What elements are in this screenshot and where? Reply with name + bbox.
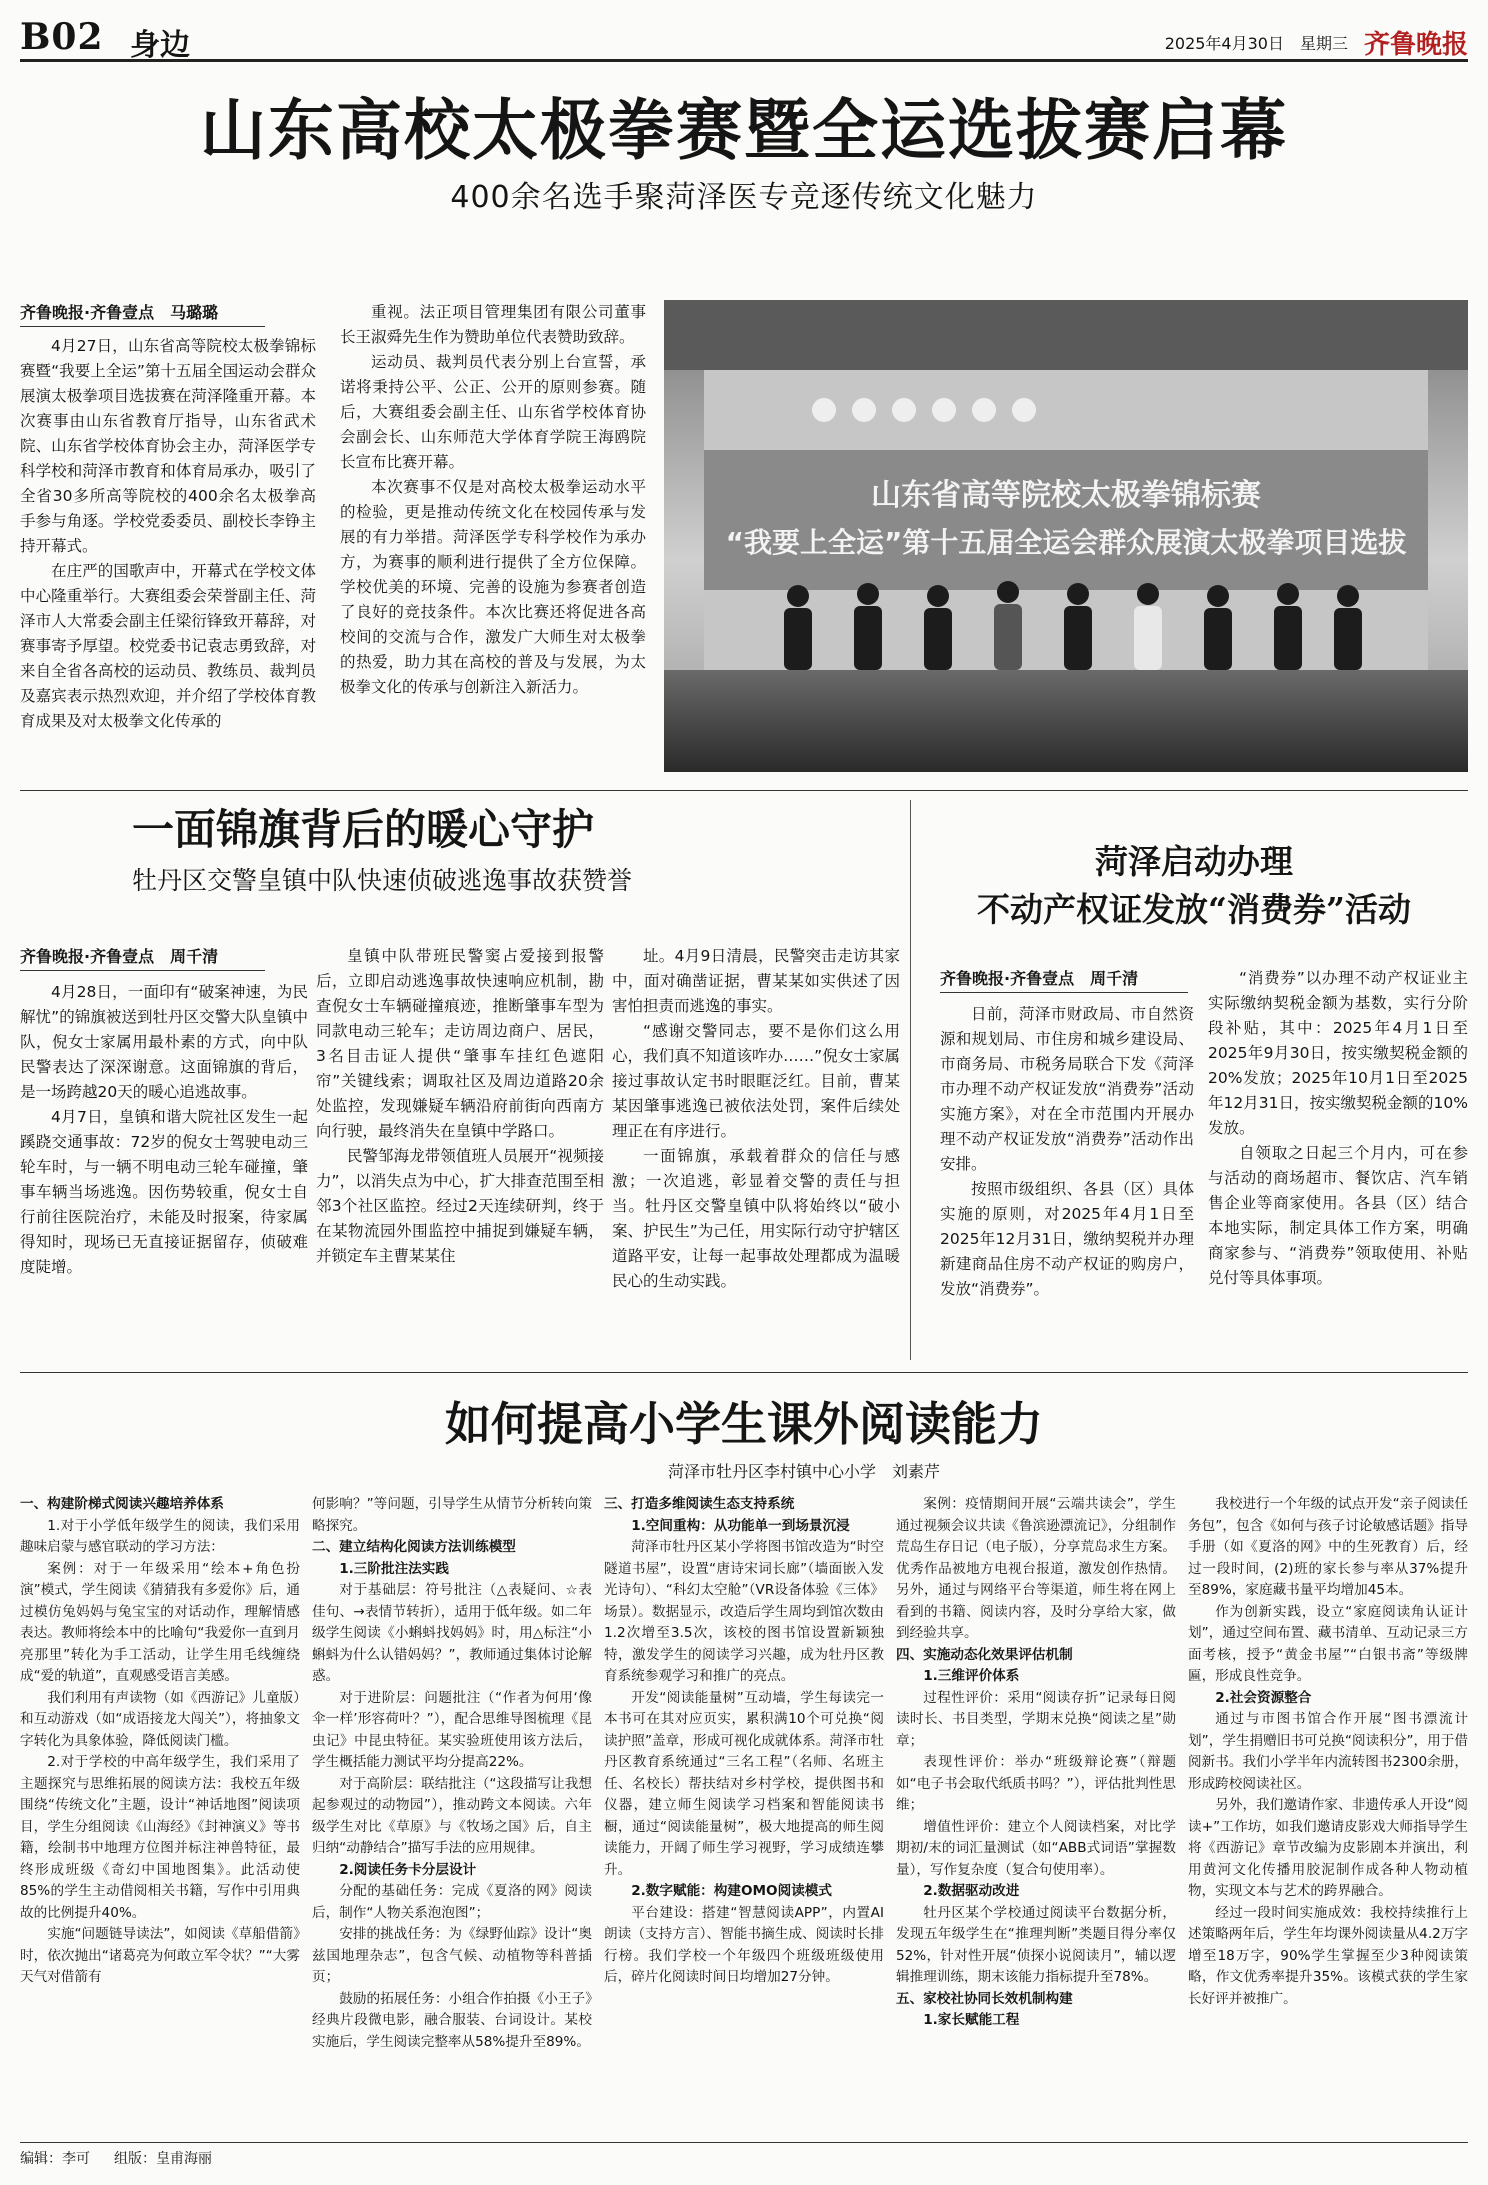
page-footer — [20, 2148, 1468, 2168]
article1-byline: 齐鲁晚报·齐鲁壹点 马璐璐 — [20, 300, 265, 327]
paragraph: 一面锦旗，承载着群众的信任与感激；一次追逃，彰显着交警的责任与担当。牡丹区交警皇镇中队将始终以“破小案、护民生”为己任，用实际行动守护辖区道路平安，让每一起事故处理都成为温暖民心的生动实践。 — [612, 1147, 900, 1290]
article3-column-2 — [1208, 966, 1468, 1342]
banner-text-1: 山东省高等院校太极拳锦标赛 — [871, 478, 1261, 513]
article2-headline: 一面锦旗背后的暖心守护 — [132, 805, 595, 854]
paragraph: 我们利用有声读物（如《西游记》儿童版）和互动游戏（如“成语接龙大闯关”），将抽象文字转化为具象体验，降低阅读门槛。 — [20, 1689, 300, 1749]
article3-headline-line2: 不动产权证发放“消费券”活动 — [977, 890, 1411, 929]
article1-column-2 — [340, 300, 646, 774]
paragraph: 址。4月9日清晨，民警突击走访其家中，面对确凿证据，曹某某如实供述了因害怕担责而逃逸的事实。 — [612, 947, 900, 1015]
paragraph: 经过一段时间实施成效：我校持续推行上述策略两年后，学生年均课外阅读量从4.2万字增至18万字，90%学生掌握至少3种阅读策略，作文优秀率提升35%。该模式获的学生家长好评并被推广。 — [1188, 1904, 1468, 2007]
article1-column-1 — [20, 334, 316, 774]
article1-subheadline: 400余名选手聚菏泽医专竞逐传统文化魅力 — [450, 180, 1038, 215]
divider — [20, 2142, 1468, 2143]
paragraph: 对于高阶层：联结批注（“这段描写让我想起参观过的动物园”），推动跨文本阅读。六年级学生对比《草原》与《牧场之国》后，自主归纳“动静结合”描写手法的应用规律。 — [312, 1775, 592, 1856]
paragraph: 菏泽市牡丹区某小学将图书馆改造为“时空隧道书屋”，设置“唐诗宋词长廊”（墙面嵌入发光诗句）、“科幻太空舱”（VR设备体验《三体》场景）。数据显示，改造后学生周均到馆次数由1.2次增至3.5次，该校的图书馆设置新颖独特，激发学生的阅读学习兴趣，成为牡丹区教育系统参观学习和推广的亮点。 — [604, 1539, 884, 1684]
section-heading: 三、打造多维阅读生态支持系统 — [604, 1496, 795, 1512]
paragraph: 另外，我们邀请作家、非遗传承人开设“阅读+”工作坊，如我们邀请皮影戏大师指导学生将《西游记》章节改编为皮影剧本并演出，利用黄河文化传播用胶泥制作成各种人物动植物，实现文本与艺术的跨界融合。 — [1188, 1797, 1468, 1899]
article2-column-2 — [316, 944, 604, 1360]
paragraph: “消费券”以办理不动产权证业主实际缴纳契税金额为基数，实行分阶段补贴，其中：2025年4月1日至2025年9月30日，按实缴契税金额的20%发放；2025年10月1日至2025年12月31日，按实缴契税金额的10%发放。 — [1208, 969, 1468, 1137]
paragraph: 案例：疫情期间开展“云端共读会”，学生通过视频会议共读《鲁滨逊漂流记》，分组制作荒岛生存日记（电子版），分享荒岛求生方案。优秀作品被地方电视台报道，激发创作热情。另外，通过与网络平台等渠道，师生将在网上看到的书籍、阅读内容，及时分享给大家，做到经验共享。 — [896, 1496, 1176, 1641]
paragraph: 我校进行一个年级的试点开发“亲子阅读任务包”，包含《如何与孩子讨论敏感话题》指导手册（如《夏洛的网》中的生死教育）后，经过一段时间，(2)班的家长参与率从37%提升至89%，家庭藏书量平均增加45本。 — [1188, 1496, 1468, 1598]
paragraph: 开发“阅读能量树”互动墙，学生每读完一本书可在其对应页实，累积满10个可兑换“阅读护照”盖章，形成可视化成就体系。菏泽市牡丹区教育系统通过“三名工程”（名师、名班主任、名校长）帮扶结对乡村学校，提供图书和仪器，建立师生阅读学习档案和智能阅读书橱，通过“阅读能量树”，极大地提高的师生阅读能力，开阔了师生学习视野，学习成绩连攀升。 — [604, 1689, 884, 1878]
paragraph: 4月7日，皇镇和谐大院社区发生一起蹊跷交通事故：72岁的倪女士驾驶电动三轮车时，与一辆不明电动三轮车碰撞，肇事车辆当场逃逸。因伤势较重，倪女士自行前往医院治疗，未能及时报案，待家属得知时，现场已无直接证据留存，侦破难度陡增。 — [20, 1108, 308, 1276]
article4-column-2 — [312, 1494, 592, 2142]
subsection-heading: 1.三维评价体系 — [923, 1668, 1020, 1684]
subsection-heading: 1.家长赋能工程 — [923, 2012, 1020, 2028]
paragraph: 民警邹海龙带领值班人员展开“视频接力”，以消失点为中心，扩大排查范围至相邻3个社区监控。经过2天连续研判，终于在某物流园外围监控中捕捉到嫌疑车辆，并锁定车主曹某某住 — [316, 1147, 604, 1265]
paragraph: 何影响？”等问题，引导学生从情节分析转向策略探究。 — [312, 1496, 592, 1534]
article2-byline: 齐鲁晚报·齐鲁壹点 周千清 — [20, 944, 265, 971]
paragraph: 鼓励的拓展任务：小组合作拍摄《小王子》经典片段微电影，融合服装、台词设计。某校实施后，学生阅读完整率从58%提升至89%。 — [312, 1990, 592, 2050]
section-heading: 四、实施动态化效果评估机制 — [896, 1646, 1073, 1663]
section-heading: 一、构建阶梯式阅读兴趣培养体系 — [20, 1496, 224, 1512]
paragraph: 1.对于小学低年级学生的阅读，我们采用趣味启蒙与感官联动的学习方法： — [20, 1517, 300, 1555]
paragraph: 皇镇中队带班民警窦占爱接到报警后，立即启动逃逸事故快速响应机制，勘查倪女士车辆碰撞痕迹，推断肇事车型为同款电动三轮车；走访周边商户、居民，3名目击证人提供“肇事车挂红色遮阳帘”关键线索；调取社区及周边道路20余处监控，发现嫌疑车辆沿府前街向西南方向行驶，最终消失在皇镇中学路口。 — [316, 947, 604, 1140]
article3-byline: 齐鲁晚报·齐鲁壹点 周千清 — [940, 966, 1188, 993]
article4-column-5 — [1188, 1494, 1468, 2142]
subsection-heading: 2.数字赋能：构建OMO阅读模式 — [631, 1883, 832, 1899]
paragraph: 平台建设：搭建“智慧阅读APP”，内置AI朗读（支持方言）、智能书摘生成、阅读时长排行榜。我们学校一个年级四个班级班级使用后，碎片化阅读时间日均增加27分钟。 — [604, 1904, 884, 1985]
paragraph: 日前，菏泽市财政局、市自然资源和规划局、市住房和城乡建设局、市商务局、市税务局联合下发《菏泽市办理不动产权证发放“消费券”活动实施方案》，对在全市范围内开展办理不动产权证发放“消费券”活动作出安排。 — [940, 1005, 1194, 1173]
paragraph: 在庄严的国歌声中，开幕式在学校文体中心隆重举行。大赛组委会荣誉副主任、菏泽市人大常委会副主任梁衍锋致开幕辞，对赛事寄予厚望。校党委书记袁志勇致辞，对来自全省各高校的运动员、教练员、裁判员及嘉宾表示热烈欢迎，并介绍了学校体育教育成果及对太极拳文化传承的 — [20, 562, 316, 730]
column-divider — [910, 800, 911, 1360]
newspaper-logo: 齐鲁晚报 — [1363, 30, 1468, 60]
paragraph: 4月28日，一面印有“破案神速，为民解忧”的锦旗被送到牡丹区交警大队皇镇中队，倪女士家属用最朴素的方式，向中队民警表达了深深谢意。这面锦旗的背后，是一场跨越20天的暖心追逃故事。 — [20, 983, 308, 1101]
paragraph: 过程性评价：采用“阅读存折”记录每日阅读时长、书目类型，学期末兑换“阅读之星”勋章； — [896, 1689, 1176, 1749]
paragraph: 按照市级组织、各县（区）具体实施的原则，对2025年4月1日至2025年12月31日，缴纳契税并办理新建商品住房不动产权证的购房户，发放“消费券”。 — [940, 1180, 1194, 1298]
divider — [20, 1372, 1468, 1373]
subsection-heading: 2.数据驱动改进 — [923, 1883, 1020, 1899]
banner-text-2: “我要上全运”第十五届全运会群众展演太极拳项目选拔 — [725, 526, 1407, 559]
article4-column-1 — [20, 1494, 300, 2142]
paragraph: 表现性评价：举办“班级辩论赛”（辩题如“电子书会取代纸质书吗？”），评估批判性思维； — [896, 1754, 1176, 1813]
paragraph: 实施“问题链导读法”，如阅读《草船借箭》时，依次抛出“诸葛亮为何敢立军令状？”“大雾天气对借箭有 — [20, 1926, 300, 1985]
article1-headline: 山东高校太极拳赛暨全运选拔赛启幕 — [200, 91, 1288, 169]
paragraph: 增值性评价：建立个人阅读档案，对比学期初/末的词汇量测试（如“ABB式词语”掌握数量），写作复杂度（复合句使用率）。 — [896, 1818, 1176, 1878]
issue-date: 2025年4月30日 — [1164, 34, 1284, 53]
paragraph: “感谢交警同志，要不是你们这么用心，我们真不知道该咋办……”倪女士家属接过事故认定书时眼眶泛红。目前，曹某某因肇事逃逸已被依法处罚，案件后续处理正在有序进行。 — [612, 1022, 900, 1140]
paragraph: 牡丹区某个学校通过阅读平台数据分析，发现五年级学生在“推理判断”类题目得分率仅52%，针对性开展“侦探小说阅读月”，辅以逻辑推理训练，期末该能力指标提升至78%。 — [896, 1904, 1176, 1985]
event-photo — [664, 300, 1468, 772]
article4-author: 菏泽市牡丹区李村镇中心小学 刘素芹 — [667, 1462, 940, 1481]
issue-weekday: 星期三 — [1299, 34, 1348, 53]
divider — [20, 790, 1468, 791]
event-photo-image — [664, 300, 1468, 772]
paragraph: 运动员、裁判员代表分别上台宣誓，承诺将秉持公平、公正、公开的原则参赛。随后，大赛组委会副主任、山东省学校体育协会副会长、山东师范大学体育学院王海鸥院长宣布比赛开幕。 — [340, 353, 646, 471]
page-header — [20, 14, 1468, 62]
paragraph: 通过与市图书馆合作开展“图书漂流计划”，学生捐赠旧书可兑换“阅读积分”，用于借阅新书。我们小学半年内流转图书2300余册，形成跨校阅读社区。 — [1188, 1711, 1468, 1792]
paragraph: 自领取之日起三个月内，可在参与活动的商场超市、餐饮店、汽车销售企业等商家使用。各县（区）结合本地实际，制定具体工作方案，明确商家参与、“消费券”领取使用、补贴兑付等具体事项。 — [1208, 1144, 1468, 1287]
article3-column-1 — [940, 1002, 1194, 1342]
article2-column-3 — [612, 944, 900, 1360]
subsection-heading: 1.三阶批注法实践 — [339, 1560, 449, 1577]
paragraph: 本次赛事不仅是对高校太极拳运动水平的检验，更是推动传统文化在校园传承与发展的有力举措。菏泽医学专科学校作为承办方，为赛事的顺利进行提供了全方位保障。学校优美的环境、完善的设施为参赛者创造了良好的竞技条件。本次比赛还将促进各高校间的交流与合作，激发广大师生对太极拳的热爱，助力其在高校的普及与发展，为太极拳文化的传承与创新注入新活力。 — [340, 478, 646, 696]
section-name: 身边 — [130, 28, 190, 63]
article4-headline: 如何提高小学生课外阅读能力 — [445, 1397, 1043, 1451]
subsection-heading: 2.社会资源整合 — [1215, 1689, 1312, 1706]
header-meta — [1165, 24, 1468, 61]
layout-credit: 组版：皇甫海丽 — [114, 2151, 212, 2167]
paragraph: 对于进阶层：问题批注（“作者为何用‘像伞一样’形容荷叶？”），配合思维导图梳理《昆虫记》中昆虫特征。某实验班使用该方法后，学生概括能力测试平均分提高22%。 — [312, 1689, 592, 1770]
section-heading: 二、建立结构化阅读方法训练模型 — [312, 1539, 516, 1555]
article3-headline-line1: 菏泽启动办理 — [1095, 842, 1293, 881]
page-number: B02 — [20, 16, 104, 58]
paragraph: 对于基础层：符号批注（△表疑问、☆表佳句、→表情节转折），适用于低年级。如二年级学生阅读《小蝌蚪找妈妈》时，用△标注“小蝌蚪为什么认错妈妈？”，教师通过集体讨论解惑。 — [312, 1582, 592, 1684]
paragraph: 4月27日，山东省高等院校太极拳锦标赛暨“我要上全运”第十五届全国运动会群众展演太极拳项目选拔赛在菏泽隆重开幕。本次赛事由山东省教育厅指导，山东省武术院、山东省学校体育协会主办，菏泽医学专科学校和菏泽市教育和体育局承办，吸引了全省30多所高等院校的400余名太极拳高手参与角逐。学校党委委员、副校长李铮主持开幕式。 — [20, 337, 316, 555]
editor-credit: 编辑：李可 — [20, 2151, 90, 2167]
article2-subheadline: 牡丹区交警皇镇中队快速侦破逃逸事故获赞誉 — [132, 866, 633, 895]
article4-column-4 — [896, 1494, 1176, 2142]
article2-column-1 — [20, 980, 308, 1360]
paragraph: 案例：对于一年级采用“绘本+角色扮演”模式，学生阅读《猜猜我有多爱你》后，通过模仿兔妈妈与兔宝宝的对话动作，理解情感表达。教师将绘本中的比喻句“我爱你一直到月亮那里”转化为手工活动，让学生用毛线缠绕成“爱的轨道”，直观感受语言美感。 — [20, 1560, 300, 1684]
subsection-heading: 1.空间重构：从功能单一到场景沉浸 — [631, 1517, 850, 1534]
paragraph: 重视。法正项目管理集团有限公司董事长王淑舜先生作为赞助单位代表赞助致辞。 — [340, 303, 646, 346]
subsection-heading: 2.阅读任务卡分层设计 — [339, 1861, 477, 1878]
paragraph: 2.对于学校的中高年级学生，我们采用了主题探究与思维拓展的阅读方法：我校五年级围绕“传统文化”主题，设计“神话地图”阅读项目，学生分组阅读《山海经》《封神演义》等书籍，绘制书中地理方位图并标注神兽特征，最终形成班级《奇幻中国地图集》。此活动使85%的学生主动借阅相关书籍，写作中引用典故的比例提升40%。 — [20, 1754, 300, 1921]
paragraph: 安排的挑战任务：为《绿野仙踪》设计“奥兹国地理杂志”，包含气候、动植物等科普插页； — [312, 1926, 592, 1985]
article4-column-3 — [604, 1494, 884, 2142]
paragraph: 分配的基础任务：完成《夏洛的网》阅读后，制作“人物关系泡泡图”； — [312, 1883, 592, 1921]
section-heading: 五、家校社协同长效机制构建 — [896, 1990, 1073, 2007]
paragraph: 作为创新实践，设立“家庭阅读角认证计划”，通过空间布置、藏书清单、互动记录三方面考核，授予“黄金书屋”“白银书斋”等级牌匾，形成良性竞争。 — [1188, 1603, 1468, 1684]
